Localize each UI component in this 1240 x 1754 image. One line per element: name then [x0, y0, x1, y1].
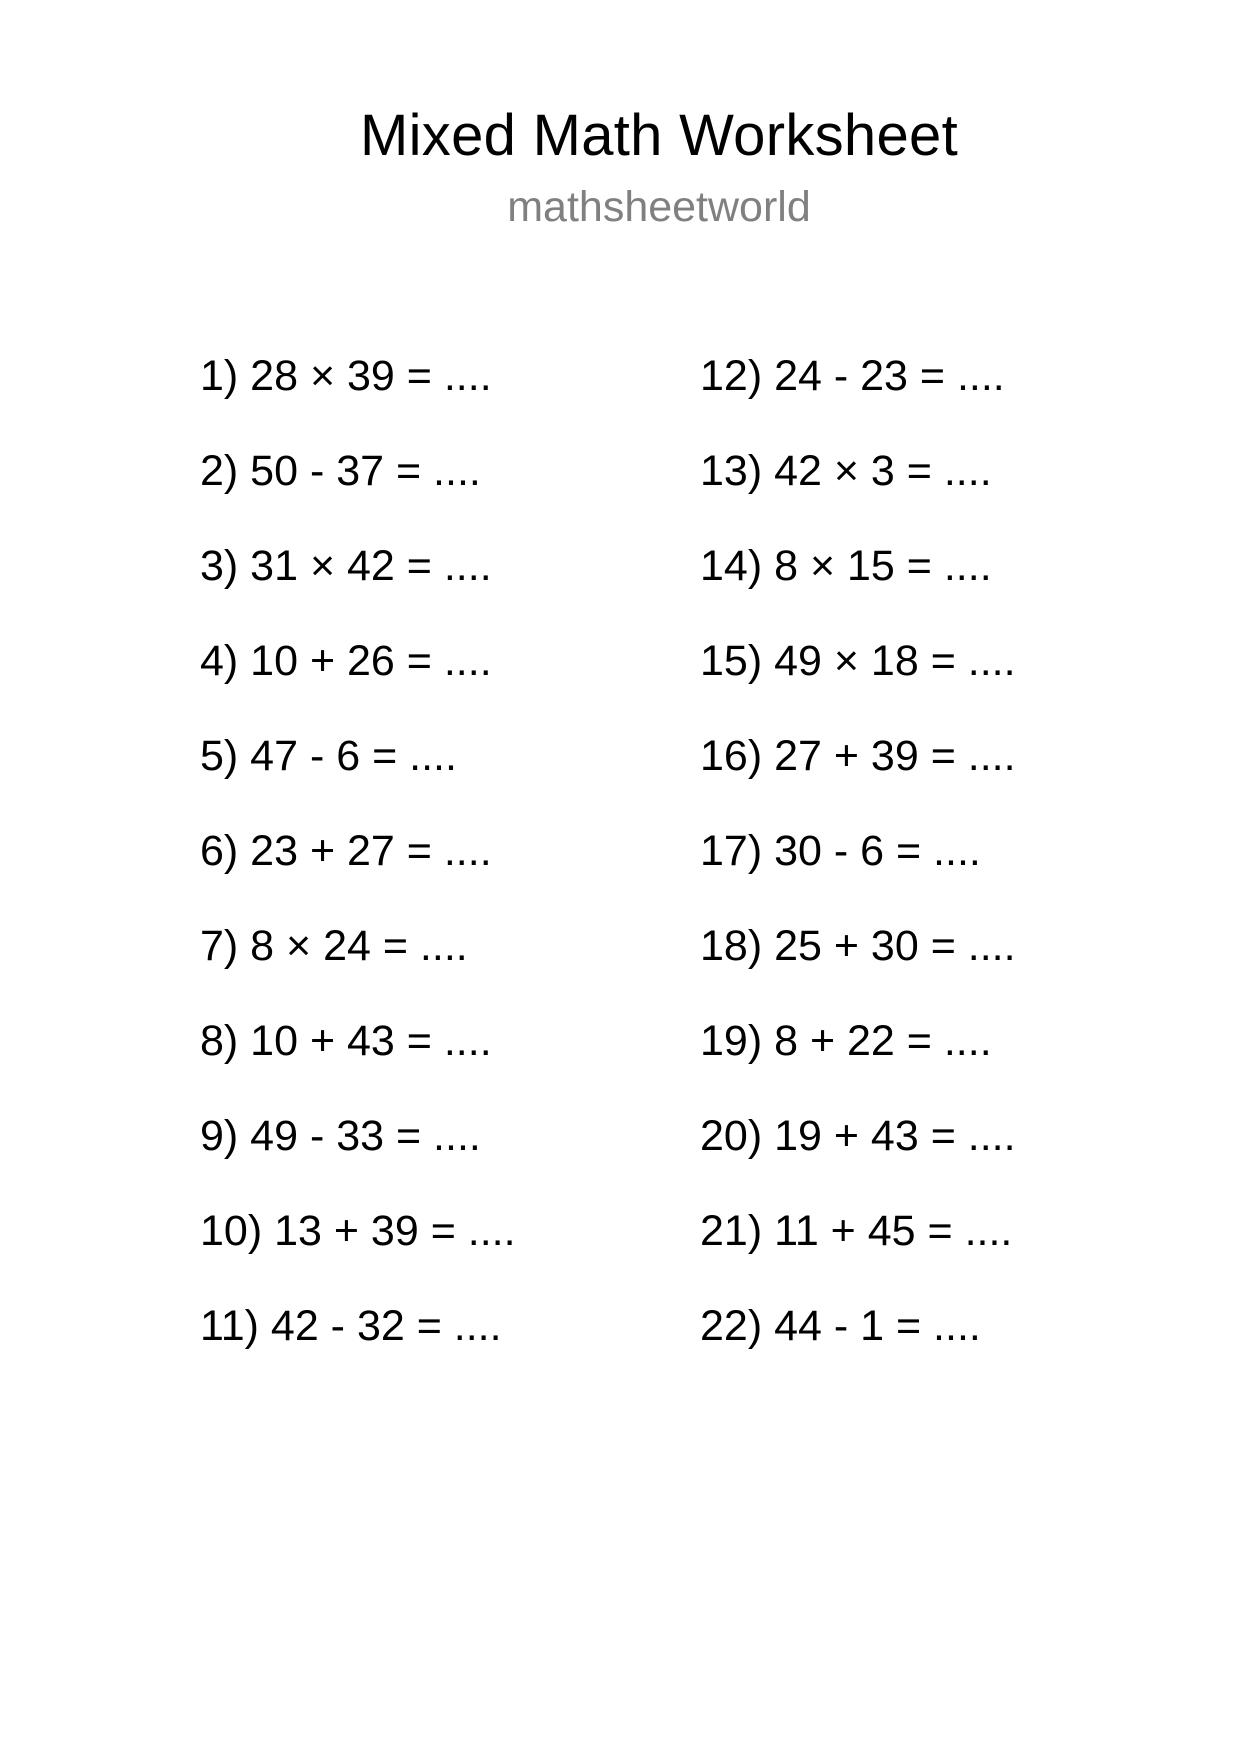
- math-problem: 10) 13 + 39 = ....: [200, 1207, 516, 1255]
- math-problem: 12) 24 - 23 = ....: [700, 352, 1005, 400]
- math-problem: 3) 31 × 42 = ....: [200, 542, 492, 590]
- math-problem: 22) 44 - 1 = ....: [700, 1302, 981, 1350]
- math-problem: 13) 42 × 3 = ....: [700, 447, 992, 495]
- math-problem: 17) 30 - 6 = ....: [700, 827, 981, 875]
- math-problem: 8) 10 + 43 = ....: [200, 1017, 492, 1065]
- math-problem: 19) 8 + 22 = ....: [700, 1017, 992, 1065]
- math-problem: 1) 28 × 39 = ....: [200, 352, 492, 400]
- math-problem: 9) 49 - 33 = ....: [200, 1112, 481, 1160]
- math-problem: 20) 19 + 43 = ....: [700, 1112, 1016, 1160]
- math-problem: 21) 11 + 45 = ....: [700, 1207, 1013, 1255]
- math-problem: 15) 49 × 18 = ....: [700, 637, 1016, 685]
- page-subtitle: mathsheetworld: [507, 183, 811, 231]
- math-problem: 11) 42 - 32 = ....: [200, 1302, 502, 1350]
- page-title: Mixed Math Worksheet: [359, 103, 959, 168]
- math-problem: 2) 50 - 37 = ....: [200, 447, 481, 495]
- math-problem: 7) 8 × 24 = ....: [200, 922, 468, 970]
- left-problem-column: [200, 352, 516, 1397]
- math-problem: 18) 25 + 30 = ....: [700, 922, 1016, 970]
- right-problem-column: [700, 352, 1016, 1397]
- math-problem: 4) 10 + 26 = ....: [200, 637, 492, 685]
- math-problem: 16) 27 + 39 = ....: [700, 732, 1016, 780]
- math-problem: 6) 23 + 27 = ....: [200, 827, 492, 875]
- math-problem: 14) 8 × 15 = ....: [700, 542, 992, 590]
- math-problem: 5) 47 - 6 = ....: [200, 732, 457, 780]
